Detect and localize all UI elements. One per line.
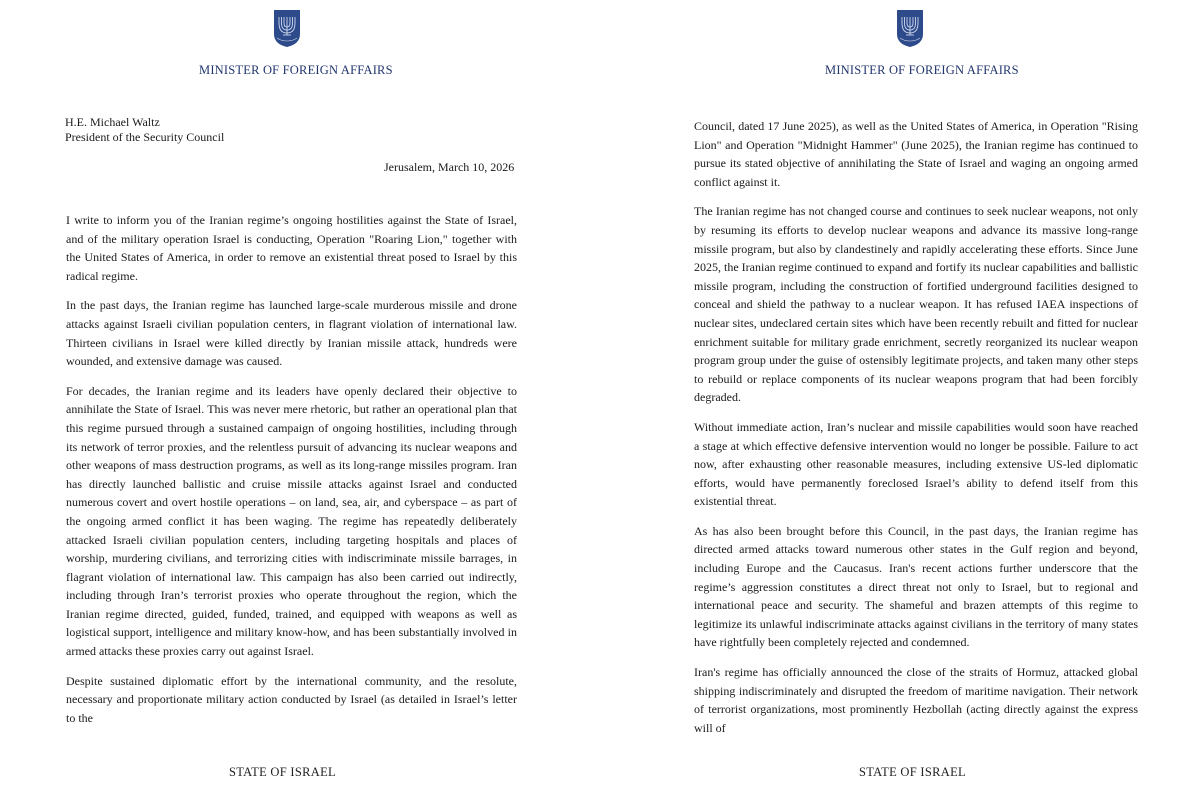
menorah-emblem-icon bbox=[272, 8, 302, 48]
addressee-block bbox=[65, 115, 224, 145]
paragraph: Without immediate action, Iran’s nuclear and missile capabilities would soon have reached a stage at which effective defensive intervention would no longer be possible. Failure to act now, after exhausting other reasonable measures, including extensive US-led diplomatic efforts, would have permanently foreclosed Israel’s ability to defend itself from this existential threat. bbox=[694, 419, 1138, 509]
letter-body-page-2 bbox=[694, 117, 1138, 748]
paragraph: Despite sustained diplomatic effort by the international community, and the resolute, necessary and proportionate military action conducted by Israel (as detailed in Israel’s letter to the bbox=[66, 673, 517, 725]
paragraph: As has also been brought before this Council, in the past days, the Iranian regime has directed armed attacks toward numerous other states in the Gulf region and beyond, including Europe and the Caucasus. Iran's recent actions further underscore that the regime’s aggression constitutes a direct threat not only to Israel, but to regional and international peace and security. The shameful and brazen attempts of this regime to legitimize its unlawful indiscriminate attacks against civilians in the territory of many states have rightfully been completely rejected and condemned. bbox=[694, 523, 1138, 650]
addressee-name: H.E. Michael Waltz bbox=[65, 115, 160, 129]
letter-page-2 bbox=[600, 0, 1200, 793]
ministry-heading: MINISTER OF FOREIGN AFFAIRS bbox=[199, 63, 393, 77]
page-footer: STATE OF ISRAEL bbox=[859, 765, 966, 779]
paragraph: I write to inform you of the Iranian regime’s ongoing hostilities against the State of Israel, and of the military operation Israel is conducting, Operation "Roaring Lion," together with the United States of America, in order to remove an existential threat posed to Israel by this radical regime. bbox=[66, 213, 517, 283]
paragraph: Iran's regime has officially announced the close of the straits of Hormuz, attacked global shipping indiscriminately and disrupted the freedom of maritime navigation. Their network of terrorist organizations, most prominently Hezbollah (acting directly against the express will of bbox=[694, 665, 1138, 735]
paragraph: In the past days, the Iranian regime has launched large-scale murderous missile and drone attacks against Israeli civilian population centers, in flagrant violation of international law. Thirteen civilians in Israel were killed directly by Iranian missile attack, hundreds were wounded, and extensive damage was caused. bbox=[66, 298, 517, 369]
dateline: Jerusalem, March 10, 2026 bbox=[384, 160, 515, 174]
paragraph: Council, dated 17 June 2025), as well as the United States of America, in Operation "Rising Lion" and Operation "Midnight Hammer" (June 2025), the Iranian regime has continued to pursue its stated objective of annihilating the State of Israel and waging an ongoing armed conflict against it. bbox=[694, 119, 1138, 189]
letter-body-page-1 bbox=[66, 211, 517, 738]
menorah-emblem-icon bbox=[895, 8, 925, 48]
page-footer: STATE OF ISRAEL bbox=[229, 765, 336, 779]
paragraph: For decades, the Iranian regime and its leaders have openly declared their objective to annihilate the State of Israel. This was never mere rhetoric, but rather an operational plan that this regime pursued through a sustained campaign of ongoing hostilities, including through its network of terror proxies, and the relentless pursuit of advancing its nuclear weapons and other weapons of mass destruction programs, as well as its long-range missiles program. Iran has directly launched ballistic and cruise missile attacks against Israel and conducted numerous covert and overt hostile operations – on land, sea, air, and cyberspace – as part of the ongoing armed conflict it has been waging. The regime has repeatedly deliberately attacked Israeli civilian population centers, including targeting hospitals and places of worship, murdering civilians, and terrorizing cities with indiscriminate missile barrages, in flagrant violation of international law. This campaign has also been carried out indirectly, including through Iran’s terrorist proxies who operate throughout the region, which the Iranian regime directed, guided, funded, trained, and equipped with weapons as well as logistical support, intelligence and military know-how, and has been substantially involved in armed attacks these proxies carry out against Israel. bbox=[66, 383, 517, 659]
paragraph: The Iranian regime has not changed course and continues to seek nuclear weapons, not only by resuming its efforts to develop nuclear weapons and advance its massive long-range missile program, but also by clandestinely and rapidly accelerating these efforts. Since June 2025, the Iranian regime continued to expand and fortify its nuclear capabilities and ballistic missile program, including the construction of fortified underground facilities designed to conceal and shield the pathway to a nuclear weapon. It has refused IAEA inspections of nuclear sites, undeclared certain sites which have been recently rebuilt and fitted for nuclear enrichment suitable for military grade enrichment, secretly reorganized its nuclear weapon program group under the guise of ostensibly legitimate projects, and taken many other steps to rebuild or replace components of its nuclear weapons program that had been forcibly degraded. bbox=[694, 204, 1138, 405]
ministry-heading: MINISTER OF FOREIGN AFFAIRS bbox=[825, 63, 1019, 77]
addressee-title: President of the Security Council bbox=[65, 130, 225, 144]
